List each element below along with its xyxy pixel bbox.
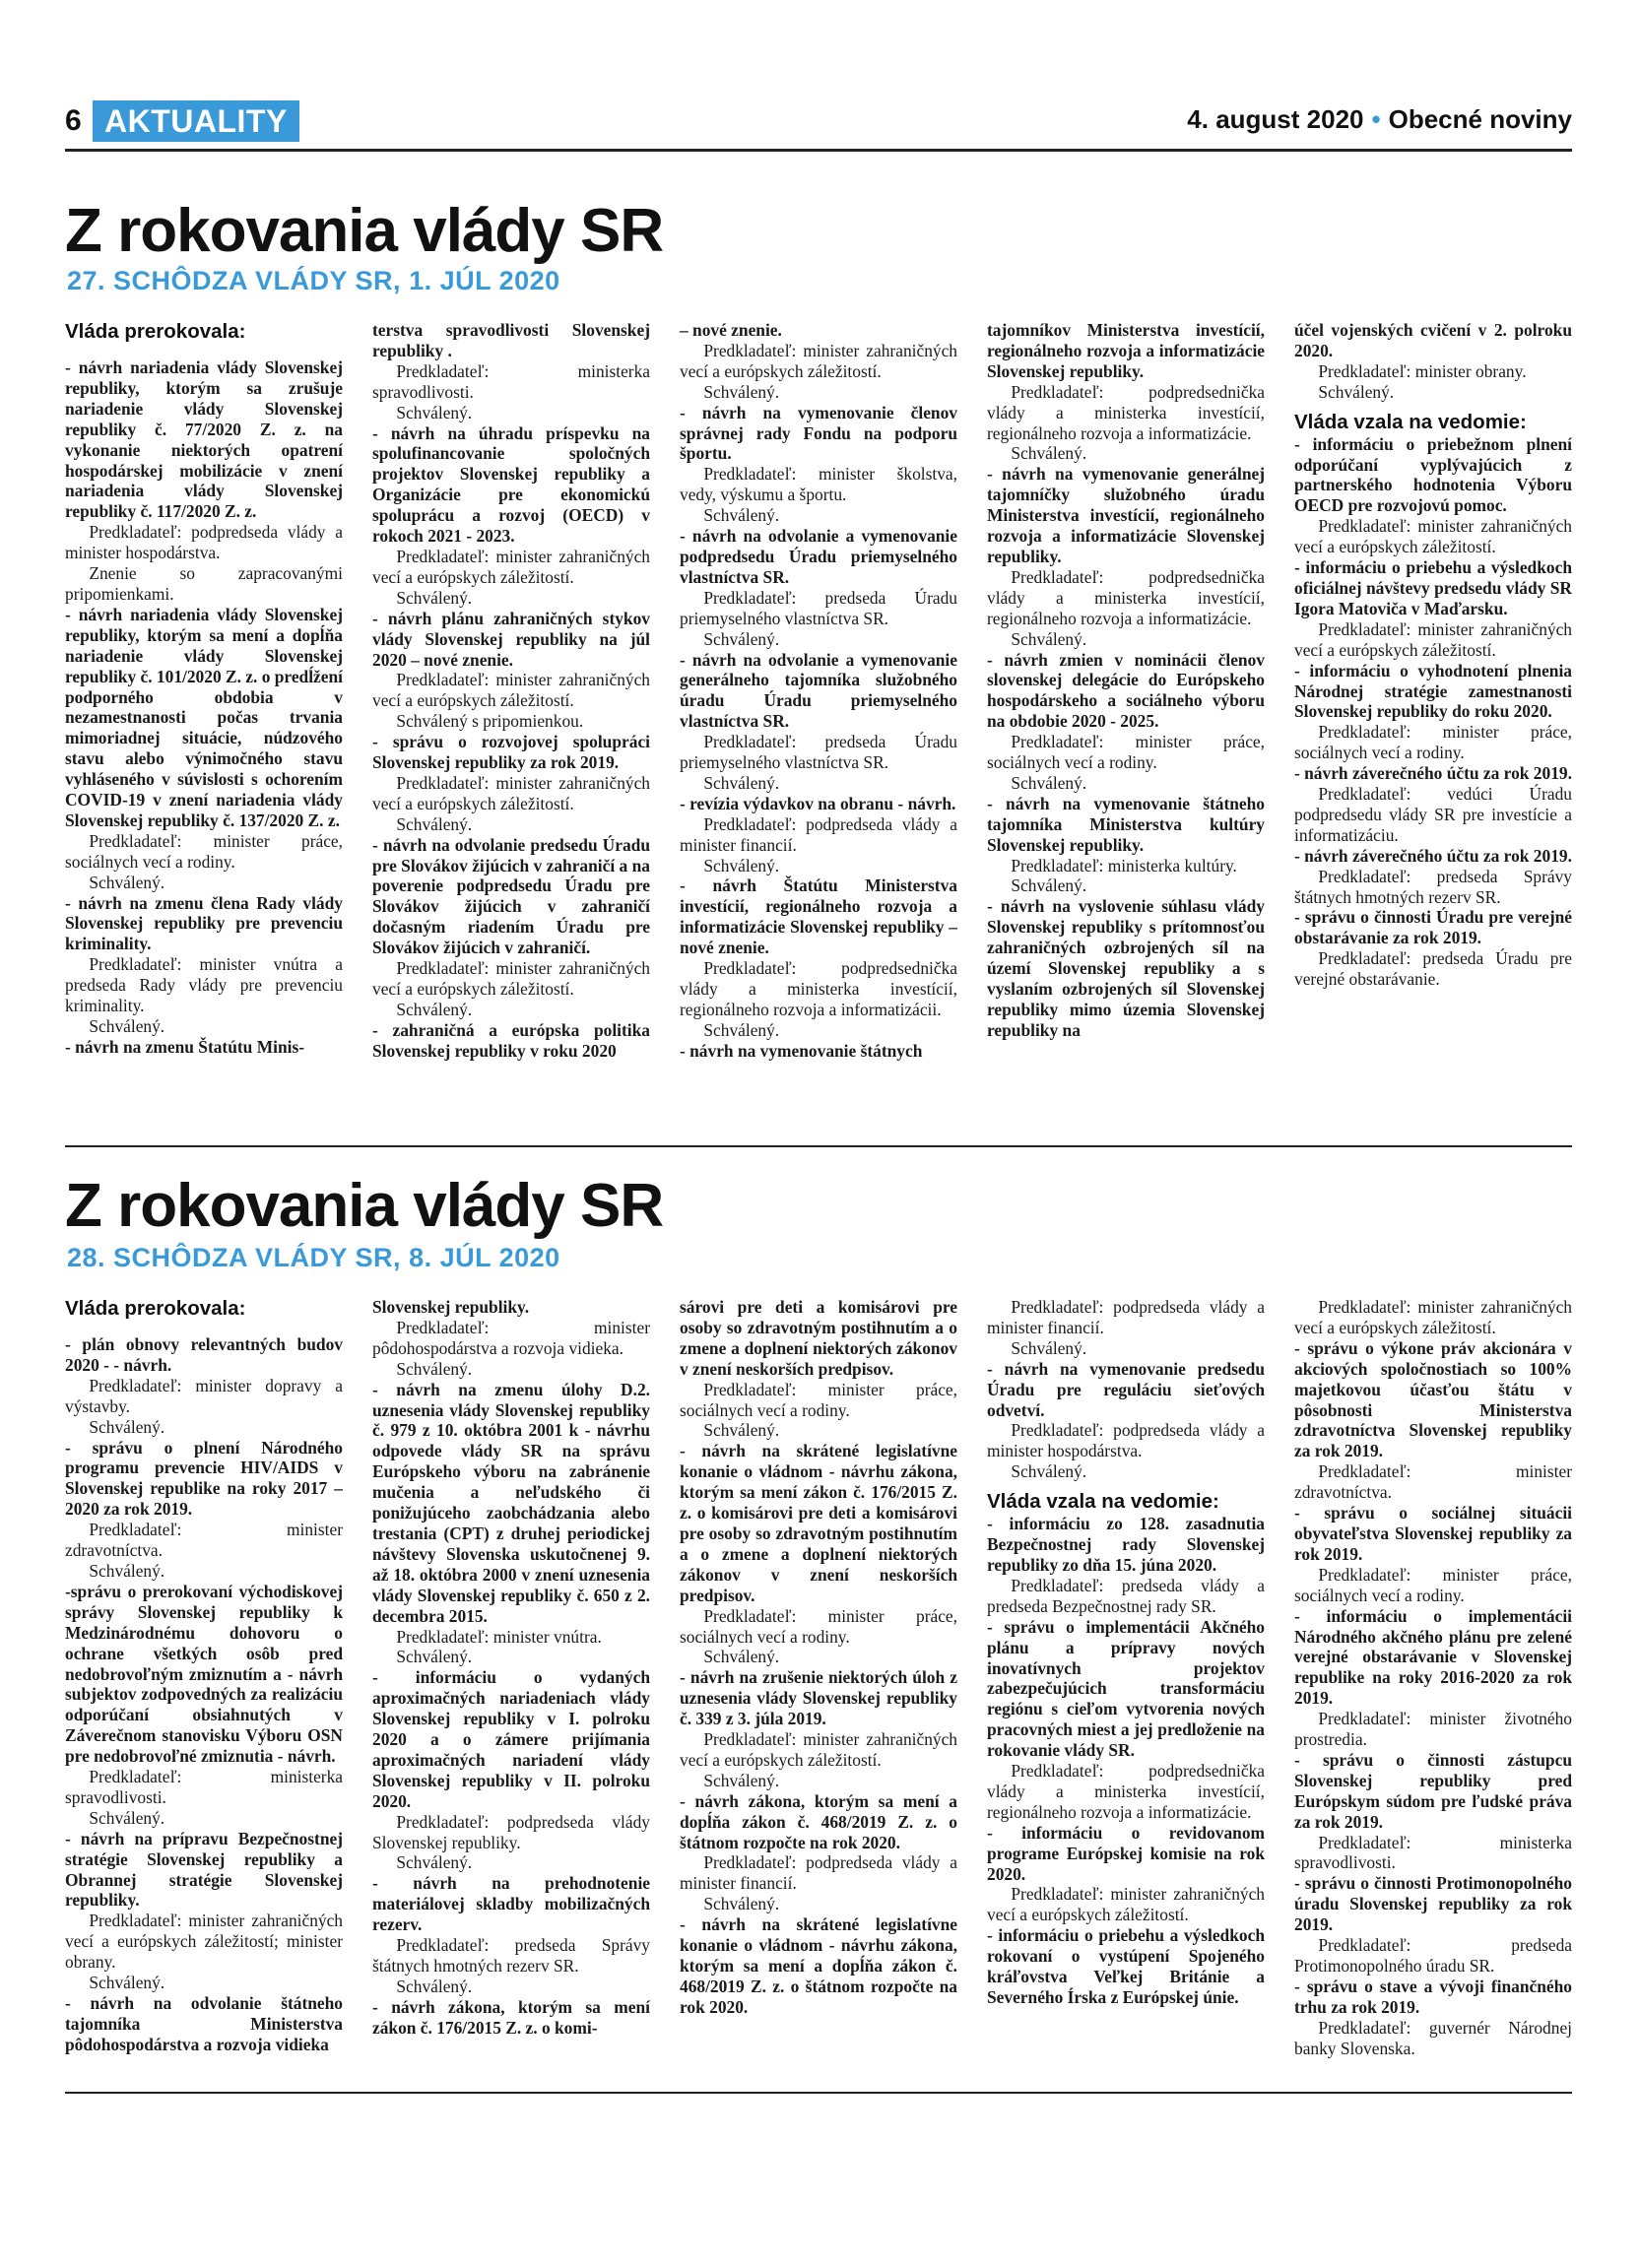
- agenda-item: - návrh na zrušenie niektorých úloh z uznesenia vlády Slovenskej republiky č. 339 z 3. júla 2019.: [680, 1667, 957, 1729]
- agenda-item: - návrh na vyslovenie súhlasu vlády Slovenskej republiky s prítomnosťou zahraničných ozbrojených síl na území Slovenskej republiky a s vyslaním ozbrojených síl Slovenskej republiky mimo územia Slovenskej republiky na: [987, 896, 1265, 1040]
- agenda-detail: Predkladateľ: podpredseda vlády a minister hospodárstva.: [65, 522, 343, 563]
- agenda-detail: Predkladateľ: minister zahraničných vecí a európskych záležitostí.: [372, 958, 650, 999]
- agenda-detail: Schválený.: [89, 872, 165, 892]
- agenda-detail: Schválený.: [89, 1560, 165, 1581]
- agenda-item: - správu o stave a vývoji finančného trhu za rok 2019.: [1294, 1976, 1572, 2017]
- agenda-item: - plán obnovy relevantných budov 2020 - - návrh.: [65, 1334, 343, 1375]
- agenda-detail: Predkladateľ: podpredseda vlády a minister hospodárstva.: [987, 1420, 1265, 1461]
- agenda-detail: Schválený.: [703, 1019, 780, 1040]
- agenda-detail: Predkladateľ: podpredsednička vlády a ministerka investícií, regionálneho rozvoja a informatizácie.: [987, 381, 1265, 443]
- section-heading: Vláda prerokovala:: [65, 320, 246, 343]
- header-rule: [65, 149, 1572, 152]
- agenda-item: - návrh na odvolanie a vymenovanie podpredsedu Úradu priemyselného vlastníctva SR.: [680, 526, 957, 587]
- agenda-detail: Predkladateľ: minister zahraničných vecí a európskych záležitostí.: [1294, 1297, 1572, 1337]
- article-divider: [65, 1145, 1572, 1147]
- agenda-detail: Predkladateľ: minister školstva, vedy, výskumu a športu.: [680, 464, 957, 505]
- agenda-item: - informáciu o priebehu a výsledkoch rokovaní o vystúpení Spojeného kráľovstva Veľkej Británie a Severného Írska z Európskej únie.: [987, 1925, 1265, 2007]
- text-column: [1294, 320, 1572, 1062]
- agenda-item: - informáciu o vyhodnotení plnenia Národnej stratégie zamestnanosti Slovenskej republiky do roku 2020.: [1294, 660, 1572, 722]
- issue-date: 4. august 2020: [1187, 104, 1364, 134]
- agenda-detail: Predkladateľ: minister práce, sociálnych vecí a rodiny.: [1294, 722, 1572, 763]
- agenda-detail: Predkladateľ: minister zdravotníctva.: [65, 1520, 343, 1561]
- agenda-detail: Predkladateľ: predseda Správy štátnych hmotných rezerv SR.: [372, 1935, 650, 1976]
- agenda-item: - správu o rozvojovej spolupráci Slovenskej republiky za rok 2019.: [372, 732, 650, 773]
- agenda-detail: Predkladateľ: minister životného prostredia.: [1294, 1709, 1572, 1750]
- agenda-detail: Predkladateľ: podpredsednička vlády a ministerka investícií, regionálneho rozvoja a informatizácie.: [987, 1761, 1265, 1822]
- agenda-detail: Predkladateľ: minister práce, sociálnych vecí a rodiny.: [65, 830, 343, 872]
- agenda-item: - informáciu o priebehu a výsledkoch oficiálnej návštevy predsedu vlády SR Igora Matoviča v Maďarsku.: [1294, 557, 1572, 618]
- page-number: 6: [65, 104, 82, 137]
- agenda-item: - návrh na zmenu úlohy D.2. uznesenia vlády Slovenskej republiky č. 979 z 10. októbra 2001 k - návrhu odpovede vlády SR na správu Európskeho výboru na zabránenie mučenia a neľudského či ponižujúceho zaobchádzania alebo trestania (CPT) z druhej periodickej návštevy Slovenska uskutočnenej 9. až 18. októbra 2000 v znení uznesenia vlády Slovenskej republiky č. 650 z 2. decembra 2015.: [372, 1379, 650, 1626]
- agenda-detail: Predkladateľ: ministerka spravodlivosti.: [372, 360, 650, 402]
- agenda-item: - správu o činnosti Protimonopolného úradu Slovenskej republiky za rok 2019.: [1294, 1873, 1572, 1935]
- text-column: [65, 320, 343, 1062]
- agenda-item: - návrh Štatútu Ministerstva investícií, regionálneho rozvoja a informatizácie Slovenskej republiky – nové znenie.: [680, 875, 957, 958]
- agenda-item: Slovenskej republiky.: [372, 1297, 530, 1317]
- agenda-item: - návrh zmien v nominácii členov slovenskej delegácie do Európskeho hospodárskeho a sociálneho výboru na obdobie 2020 - 2025.: [987, 649, 1265, 732]
- agenda-detail: Predkladateľ: ministerka spravodlivosti.: [1294, 1832, 1572, 1873]
- agenda-item: - návrh na prípravu Bezpečnostnej stratégie Slovenskej republiky a Obrannej stratégie Slovenskej republiky.: [65, 1828, 343, 1911]
- agenda-item: - správu o výkone práv akcionára v akciových spoločnostiach so 100% majetkovou účasťou štátu v pôsobnosti Ministerstva zdravotníctva Slovenskej republiky za rok 2019.: [1294, 1337, 1572, 1461]
- agenda-item: - informáciu o priebežnom plnení odporúčaní vyplývajúcich z partnerského hodnotenia Výboru OECD pre rozvojovú pomoc.: [1294, 433, 1572, 516]
- agenda-item: terstva spravodlivosti Slovenskej republiky .: [372, 320, 650, 360]
- agenda-detail: Predkladateľ: predseda Úradu priemyselného vlastníctva SR.: [680, 732, 957, 773]
- agenda-detail: Schválený.: [703, 381, 780, 402]
- agenda-detail: Schválený.: [703, 505, 780, 526]
- agenda-item: - správu o plnení Národného programu prevencie HIV/AIDS v Slovenskej republike na roky 2017 – 2020 za rok 2019.: [65, 1437, 343, 1520]
- article-2-title: Z rokovania vlády SR: [65, 1172, 664, 1240]
- article-1-subtitle: 27. SCHÔDZA VLÁDY SR, 1. JÚL 2020: [67, 266, 560, 295]
- agenda-detail: Schválený.: [1011, 443, 1087, 464]
- agenda-detail: Predkladateľ: minister vnútra.: [396, 1626, 602, 1647]
- agenda-item: - návrh na vymenovanie štátneho tajomníka Ministerstva kultúry Slovenskej republiky.: [987, 793, 1265, 855]
- header-separator: •: [1371, 104, 1381, 134]
- agenda-item: - návrh na vymenovanie členov správnej rady Fondu na podporu športu.: [680, 402, 957, 464]
- agenda-detail: Schválený s pripomienkou.: [396, 711, 584, 732]
- text-column: [987, 320, 1265, 1062]
- agenda-detail: Schválený.: [1011, 628, 1087, 649]
- agenda-detail: Schválený.: [396, 402, 473, 422]
- agenda-detail: Predkladateľ: minister zahraničných vecí a európskych záležitostí; minister obrany.: [65, 1911, 343, 1973]
- agenda-detail: Schválený.: [1011, 875, 1087, 896]
- agenda-detail: Schválený.: [89, 1973, 165, 1993]
- agenda-detail: Predkladateľ: predseda Úradu pre verejné obstarávanie.: [1294, 948, 1572, 990]
- agenda-item: - návrh na odvolanie štátneho tajomníka Ministerstva pôdohospodárstva a rozvoja vidieka: [65, 1993, 343, 2054]
- agenda-detail: Predkladateľ: minister zahraničných vecí a európskych záležitostí.: [372, 772, 650, 813]
- agenda-detail: Predkladateľ: podpredseda vlády Slovenskej republiky.: [372, 1811, 650, 1852]
- agenda-detail: Schválený.: [396, 1358, 473, 1379]
- agenda-item: - návrh na vymenovanie predsedu Úradu pre reguláciu sieťových odvetví.: [987, 1358, 1265, 1420]
- agenda-item: - správu o sociálnej situácii obyvateľstva Slovenskej republiky za rok 2019.: [1294, 1503, 1572, 1564]
- agenda-detail: Schválený.: [703, 1770, 780, 1790]
- agenda-item: - informáciu o implementácii Národného akčného plánu pre zelené verejné obstarávanie v Slovenskej republike na roky 2016-2020 za rok 2019.: [1294, 1605, 1572, 1709]
- article-2-body: [65, 1297, 1572, 2059]
- agenda-item: sárovi pre deti a komisárovi pre osoby so zdravotným postihnutím a o zmene a doplnení niektorých zákonov v znení neskorších predpisov.: [680, 1297, 957, 1379]
- agenda-detail: Predkladateľ: minister obrany.: [1318, 360, 1527, 381]
- agenda-detail: Predkladateľ: minister zahraničných vecí a európskych záležitostí.: [1294, 618, 1572, 660]
- agenda-item: - návrh na zmenu člena Rady vlády Slovenskej republiky pre prevenciu kriminality.: [65, 892, 343, 954]
- agenda-item: - návrh záverečného účtu za rok 2019.: [1294, 763, 1572, 784]
- agenda-detail: Predkladateľ: minister zahraničných vecí a európskych záležitostí.: [1294, 516, 1572, 557]
- agenda-detail: Predkladateľ: predseda Správy štátnych hmotných rezerv SR.: [1294, 866, 1572, 907]
- issue-info: [1187, 104, 1572, 135]
- article-2-subtitle: 28. SCHÔDZA VLÁDY SR, 8. JÚL 2020: [67, 1243, 560, 1272]
- footer-rule: [65, 2092, 1572, 2094]
- agenda-detail: Schválený.: [1011, 1461, 1087, 1482]
- agenda-detail: Predkladateľ: predseda Protimonopolného úradu SR.: [1294, 1935, 1572, 1976]
- text-column: [372, 1297, 650, 2059]
- text-column: [65, 1297, 343, 2059]
- agenda-item: - návrh plánu zahraničných stykov vlády Slovenskej republiky na júl 2020 – nové znenie.: [372, 608, 650, 670]
- agenda-item: účel vojenských cvičení v 2. polroku 2020.: [1294, 320, 1572, 360]
- agenda-detail: Predkladateľ: podpredseda vlády a minister financií.: [680, 1852, 957, 1894]
- text-column: [987, 1297, 1265, 2059]
- agenda-detail: Predkladateľ: minister pôdohospodárstva a rozvoja vidieka.: [372, 1317, 650, 1358]
- article-1-body: [65, 320, 1572, 1062]
- text-column: [1294, 1297, 1572, 2059]
- agenda-detail: Predkladateľ: minister zdravotníctva.: [1294, 1461, 1572, 1503]
- agenda-detail: Schválený.: [89, 1416, 165, 1437]
- agenda-detail: Schválený.: [703, 1420, 780, 1441]
- agenda-detail: Predkladateľ: guvernér Národnej banky Slovenska.: [1294, 2017, 1572, 2058]
- agenda-item: - návrh nariadenia vlády Slovenskej republiky, ktorým sa zrušuje nariadenie vlády Slovenskej republiky č. 77/2020 Z. z. na vykonanie niektorých opatrení hospodárskej mobilizácie v znení nariadenia vlády Slovenskej republiky č. 117/2020 Z. z.: [65, 357, 343, 522]
- agenda-detail: Predkladateľ: minister zahraničných vecí a európskych záležitostí.: [987, 1884, 1265, 1925]
- agenda-item: - návrh na úhradu príspevku na spolufinancovanie spoločných projektov Slovenskej republiky a Organizácie pre ekonomickú spoluprácu a rozvoj (OECD) v rokoch 2021 - 2023.: [372, 422, 650, 547]
- agenda-detail: Schválený.: [703, 772, 780, 793]
- agenda-detail: Schválený.: [396, 1647, 473, 1667]
- agenda-detail: Predkladateľ: ministerka spravodlivosti.: [65, 1767, 343, 1807]
- agenda-detail: Predkladateľ: minister práce, sociálnych vecí a rodiny.: [680, 1379, 957, 1420]
- agenda-detail: Predkladateľ: minister práce, sociálnych vecí a rodiny.: [680, 1605, 957, 1647]
- agenda-detail: Predkladateľ: minister práce, sociálnych vecí a rodiny.: [1294, 1564, 1572, 1605]
- agenda-detail: Schválený.: [396, 813, 473, 834]
- agenda-detail: Predkladateľ: minister zahraničných vecí a európskych záležitostí.: [680, 340, 957, 381]
- agenda-detail: Predkladateľ: vedúci Úradu podpredsedu vlády SR pre investície a informatizáciu.: [1294, 784, 1572, 845]
- agenda-item: - informáciu zo 128. zasadnutia Bezpečnostnej rady Slovenskej republiky zo dňa 15. júna 2020.: [987, 1514, 1265, 1575]
- agenda-detail: Schválený.: [396, 1976, 473, 1996]
- agenda-detail: Schválený.: [396, 999, 473, 1019]
- agenda-item: - návrh na prehodnotenie materiálovej skladby mobilizačných rezerv.: [372, 1873, 650, 1935]
- text-column: [680, 320, 957, 1062]
- page-header: [65, 98, 1572, 148]
- article-1-title: Z rokovania vlády SR: [65, 197, 664, 265]
- agenda-detail: Schválený.: [1318, 381, 1395, 402]
- agenda-item: - návrh na skrátené legislatívne konanie o vládnom - návrhu zákona, ktorým sa mení zákon č. 176/2015 Z. z. o komisárovi pre deti a komisárovi pre osoby so zdravotným postihnutím a o zmene a doplnení niektorých zákonov v znení neskorších predpisov.: [680, 1441, 957, 1605]
- agenda-item: - správu o činnosti zástupcu Slovenskej republiky pred Európskym súdom pre ľudské práva za rok 2019.: [1294, 1749, 1572, 1832]
- text-column: [372, 320, 650, 1062]
- section-label: AKTUALITY: [93, 100, 299, 142]
- agenda-item: tajomníkov Ministerstva investícií, regionálneho rozvoja a informatizácie Slovenskej republiky.: [987, 320, 1265, 381]
- agenda-item: - návrh zákona, ktorým sa mení a dopĺňa zákon č. 468/2019 Z. z. o štátnom rozpočte na rok 2020.: [680, 1790, 957, 1852]
- agenda-item: - revízia výdavkov na obranu - návrh.: [680, 793, 956, 813]
- agenda-item: - návrh nariadenia vlády Slovenskej republiky, ktorým sa mení a dopĺňa nariadenie vlády Slovenskej republiky č. 101/2020 Z. z. o predĺžení podporného obdobia v nezamestnanosti počas trvania mimoriadnej situácie, núdzového stavu alebo výnimočného stavu vyhláseného v súvislosti s ochorením COVID-19 v znení nariadenia vlády Slovenskej republiky č. 137/2020 Z. z.: [65, 604, 343, 830]
- agenda-item: -správu o prerokovaní východiskovej správy Slovenskej republiky k Medzinárodnému dohovoru o ochrane všetkých osôb pred nedobrovoľným zmiznutím a - návrh subjektov zodpovedných za realizáciu odporúčaní obsiahnutých v Záverečnom stanovisku Výboru OSN pre nedobrovoľné zmiznutia - návrh.: [65, 1581, 343, 1767]
- agenda-detail: Predkladateľ: podpredsednička vlády a ministerka investícií, regionálneho rozvoja a informatizácii.: [680, 958, 957, 1019]
- agenda-detail: Schválený.: [396, 1852, 473, 1873]
- agenda-detail: Schválený.: [396, 587, 473, 608]
- agenda-detail: Znenie so zapracovanými pripomienkami.: [65, 563, 343, 604]
- agenda-detail: Schválený.: [703, 855, 780, 875]
- agenda-detail: Predkladateľ: minister vnútra a predseda Rady vlády pre prevenciu kriminality.: [65, 954, 343, 1016]
- agenda-detail: Predkladateľ: minister práce, sociálnych vecí a rodiny.: [987, 732, 1265, 773]
- agenda-item: - návrh zákona, ktorým sa mení zákon č. 176/2015 Z. z. o komi-: [372, 1996, 650, 2038]
- agenda-detail: Schválený.: [89, 1016, 165, 1036]
- agenda-detail: Predkladateľ: podpredsednička vlády a ministerka investícií, regionálneho rozvoja a informatizácie.: [987, 566, 1265, 628]
- agenda-detail: Schválený.: [1011, 1337, 1087, 1358]
- agenda-detail: Schválený.: [703, 1647, 780, 1667]
- section-heading: Vláda vzala na vedomie:: [987, 1490, 1219, 1514]
- agenda-item: - návrh na vymenovanie štátnych: [680, 1040, 923, 1061]
- agenda-detail: Predkladateľ: minister zahraničných vecí a európskych záležitostí.: [372, 670, 650, 711]
- agenda-item: - návrh na zmenu Štatútu Minis-: [65, 1036, 305, 1057]
- agenda-item: - informáciu o vydaných aproximačných nariadeniach vlády Slovenskej republiky v I. polroku 2020 a o zámere prijímania aproximačných nariadení vlády Slovenskej republiky v II. polroku 2020.: [372, 1667, 650, 1811]
- newspaper-name: Obecné noviny: [1388, 104, 1572, 134]
- agenda-detail: Predkladateľ: minister zahraničných vecí a európskych záležitostí.: [372, 546, 650, 587]
- agenda-detail: Schválený.: [1011, 772, 1087, 793]
- agenda-detail: Predkladateľ: minister dopravy a výstavby.: [65, 1375, 343, 1416]
- agenda-detail: Predkladateľ: ministerka kultúry.: [1011, 855, 1237, 875]
- agenda-item: - informáciu o revidovanom programe Európskej komisie na rok 2020.: [987, 1822, 1265, 1884]
- agenda-detail: Schválený.: [89, 1807, 165, 1828]
- agenda-item: - návrh na skrátené legislatívne konanie o vládnom - návrhu zákona, ktorým sa mení a dopĺňa zákon č. 468/2019 Z. z. o štátnom rozpočte na rok 2020.: [680, 1914, 957, 2017]
- text-column: [680, 1297, 957, 2059]
- section-heading: Vláda prerokovala:: [65, 1297, 246, 1320]
- agenda-detail: Predkladateľ: predseda Úradu priemyselného vlastníctva SR.: [680, 587, 957, 628]
- agenda-item: - zahraničná a európska politika Slovenskej republiky v roku 2020: [372, 1019, 650, 1061]
- agenda-detail: Schválený.: [703, 628, 780, 649]
- agenda-detail: Predkladateľ: podpredseda vlády a minister financií.: [680, 813, 957, 855]
- agenda-item: - správu o implementácii Akčného plánu a prípravy nových inovatívnych projektov zabezpečujúcich transformáciu regiónu s cieľom vytvorenia nových pracovných miest a jej predloženie na rokovanie vlády SR.: [987, 1616, 1265, 1761]
- agenda-detail: Predkladateľ: podpredseda vlády a minister financií.: [987, 1297, 1265, 1337]
- agenda-detail: Predkladateľ: predseda vlády a predseda Bezpečnostnej rady SR.: [987, 1575, 1265, 1616]
- agenda-detail: Schválený.: [703, 1894, 780, 1914]
- agenda-item: - návrh záverečného účtu za rok 2019.: [1294, 845, 1572, 866]
- agenda-item: - návrh na vymenovanie generálnej tajomníčky služobného úradu Ministerstva investícií, regionálneho rozvoja a informatizácie Slovenskej republiky.: [987, 464, 1265, 566]
- agenda-item: - správu o činnosti Úradu pre verejné obstarávanie za rok 2019.: [1294, 907, 1572, 948]
- section-heading: Vláda vzala na vedomie:: [1294, 410, 1527, 433]
- agenda-item: – nové znenie.: [680, 320, 782, 340]
- agenda-item: - návrh na odvolanie a vymenovanie generálneho tajomníka služobného úradu Úradu priemyselného vlastníctva SR.: [680, 649, 957, 732]
- agenda-detail: Predkladateľ: minister zahraničných vecí a európskych záležitostí.: [680, 1729, 957, 1770]
- agenda-item: - návrh na odvolanie predsedu Úradu pre Slovákov žijúcich v zahraničí a na poverenie podpredsedu Úradu pre Slovákov žijúcich v zahraničí dočasným riadením Úradu pre Slovákov žijúcich v zahraničí.: [372, 834, 650, 958]
